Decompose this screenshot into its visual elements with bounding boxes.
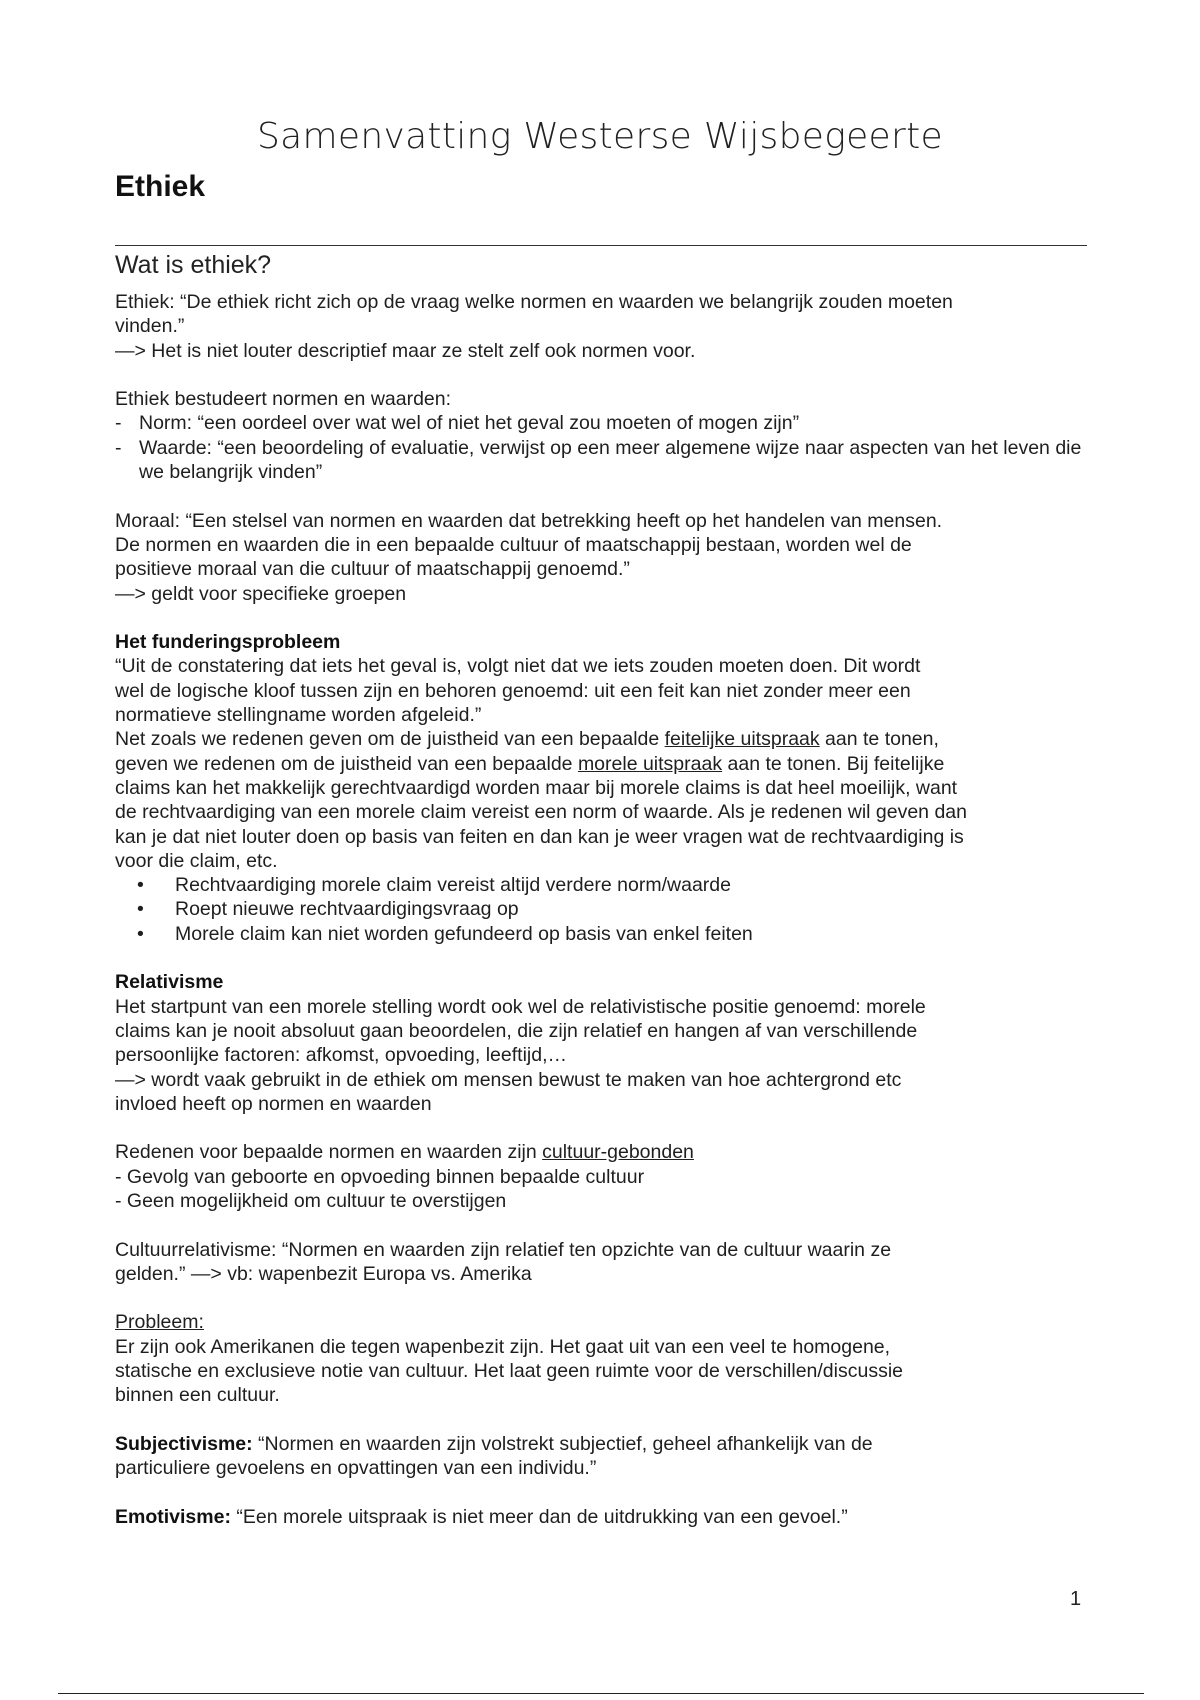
paragraph-line: Er zijn ook Amerikanen die tegen wapenbezit zijn. Het gaat uit van een veel te homogene, (115, 1335, 891, 1358)
section-title: Wat is ethiek? (115, 251, 272, 279)
paragraph-line: claims kan je nooit absoluut gaan beoordelen, die zijn relatief en hangen af van verschillende (115, 1019, 918, 1042)
paragraph-line: Het startpunt van een morele stelling wordt ook wel de relativistische positie genoemd: morele (115, 995, 926, 1018)
document-title: Samenvatting Westerse Wijsbegeerte (257, 116, 943, 157)
bullet-marker: • (137, 898, 144, 921)
term-subjectivisme: Subjectivisme: (115, 1432, 253, 1455)
bullet-marker: • (137, 874, 144, 897)
paragraph-line: invloed heeft op normen en waarden (115, 1092, 432, 1115)
underlined-term: morele uitspraak (577, 752, 723, 775)
paragraph-line: voor die claim, etc. (115, 849, 278, 872)
list-item: - Geen mogelijkheid om cultuur te overstijgen (115, 1189, 507, 1212)
subheading-funderingsprobleem: Het funderingsprobleem (115, 631, 341, 654)
document-body (115, 290, 1090, 1529)
dash-marker: - (115, 436, 122, 459)
chapter-heading: Ethiek (115, 170, 206, 203)
paragraph-line: Cultuurrelativisme: “Normen en waarden zijn relatief ten opzichte van de cultuur waarin ze (115, 1238, 892, 1261)
ethiek-definition-line: Ethiek: “De ethiek richt zich op de vraag welke normen en waarden we belangrijk zouden moeten (115, 291, 953, 313)
list-item-text: Norm: “een oordeel over wat wel of niet het geval zou moeten of mogen zijn” (139, 412, 800, 435)
list-item (115, 436, 1090, 485)
subheading-relativisme: Relativisme (115, 971, 224, 994)
text-run: Redenen voor bepaalde normen en waarden zijn (115, 1141, 543, 1164)
list-item-text: Waarde: “een beoordeling of evaluatie, verwijst op een meer algemene wijze naar aspecten van het leven die we belangrijk vinden” (139, 436, 1082, 484)
heading-divider (115, 245, 1087, 246)
paragraph-line: —> wordt vaak gebruikt in de ethiek om mensen bewust te maken van hoe achtergrond etc (115, 1068, 902, 1091)
footer-divider (58, 1693, 1144, 1694)
ethiek-definition-line: vinden.” (115, 315, 185, 338)
moraal-note: —> geldt voor specifieke groepen (115, 582, 407, 605)
paragraph-line: wel de logische kloof tussen zijn en behoren genoemd: uit een feit kan niet zonder meer een (115, 679, 911, 702)
paragraph-line (115, 727, 1090, 751)
bullet-item (115, 873, 1090, 897)
paragraph-line: particuliere gevoelens en opvattingen van een individu.” (115, 1457, 597, 1480)
norms-values-intro: Ethiek bestudeert normen en waarden: (115, 388, 452, 411)
bullet-item (115, 922, 1090, 946)
paragraph-line: statische en exclusieve notie van cultuur. Het laat geen ruimte voor de verschillen/discussie (115, 1360, 903, 1383)
page-number: 1 (1070, 1588, 1082, 1610)
paragraph-line: kan je dat niet louter doen op basis van feiten en dan kan je weer vragen wat de rechtvaardiging is (115, 825, 964, 848)
ethiek-note: —> Het is niet louter descriptief maar ze stelt zelf ook normen voor. (115, 339, 696, 362)
list-item: - Gevolg van geboorte en opvoeding binnen bepaalde cultuur (115, 1165, 645, 1188)
paragraph-line: “Uit de constatering dat iets het geval is, volgt niet dat we iets zouden moeten doen. Dit wordt (115, 655, 921, 678)
moraal-line: De normen en waarden die in een bepaalde cultuur of maatschappij bestaan, worden wel de (115, 533, 912, 556)
paragraph-line (115, 1140, 1090, 1164)
moraal-line: Moraal: “Een stelsel van normen en waarden dat betrekking heeft op het handelen van mensen. (115, 509, 943, 532)
underlined-term: feitelijke uitspraak (664, 728, 820, 751)
text-run: Net zoals we redenen geven om de juistheid van een bepaalde (115, 728, 665, 751)
bullet-item (115, 897, 1090, 921)
paragraph-line (115, 1505, 1090, 1529)
bullet-marker: • (137, 922, 144, 945)
bullet-text: Rechtvaardiging morele claim vereist altijd verdere norm/waarde (175, 874, 731, 897)
text-run: aan te tonen. Bij feitelijke (722, 752, 945, 775)
paragraph-line: persoonlijke factoren: afkomst, opvoeding, leeftijd,… (115, 1044, 567, 1067)
paragraph-line: claims kan het makkelijk gerechtvaardigd worden maar bij morele claims is dat heel moeilijk, want (115, 776, 958, 799)
paragraph-line: de rechtvaardiging van een morele claim vereist een norm of waarde. Als je redenen wil geven dan (115, 801, 967, 824)
bullet-text: Morele claim kan niet worden gefundeerd op basis van enkel feiten (175, 922, 753, 945)
text-run: geven we redenen om de juistheid van een bepaalde (115, 752, 578, 775)
paragraph-line: normatieve stellingname worden afgeleid.” (115, 704, 482, 727)
moraal-line: positieve moraal van die cultuur of maatschappij genoemd.” (115, 558, 630, 581)
bullet-text: Roept nieuwe rechtvaardigingsvraag op (175, 898, 519, 921)
paragraph-line: binnen een cultuur. (115, 1384, 280, 1407)
text-run: aan te tonen, (819, 728, 939, 751)
term-emotivisme: Emotivisme: (115, 1505, 231, 1528)
paragraph-line (115, 1432, 1090, 1456)
underlined-term: cultuur-gebonden (542, 1141, 694, 1164)
subheading-probleem: Probleem: (115, 1311, 204, 1334)
paragraph-line (115, 752, 1090, 776)
text-run: “Normen en waarden zijn volstrekt subjectief, geheel afhankelijk van de (252, 1432, 873, 1455)
dash-marker: - (115, 412, 122, 435)
text-run: “Een morele uitspraak is niet meer dan de uitdrukking van een gevoel.” (230, 1505, 848, 1528)
list-item (115, 411, 1090, 435)
paragraph-line: gelden.” —> vb: wapenbezit Europa vs. Amerika (115, 1262, 532, 1285)
